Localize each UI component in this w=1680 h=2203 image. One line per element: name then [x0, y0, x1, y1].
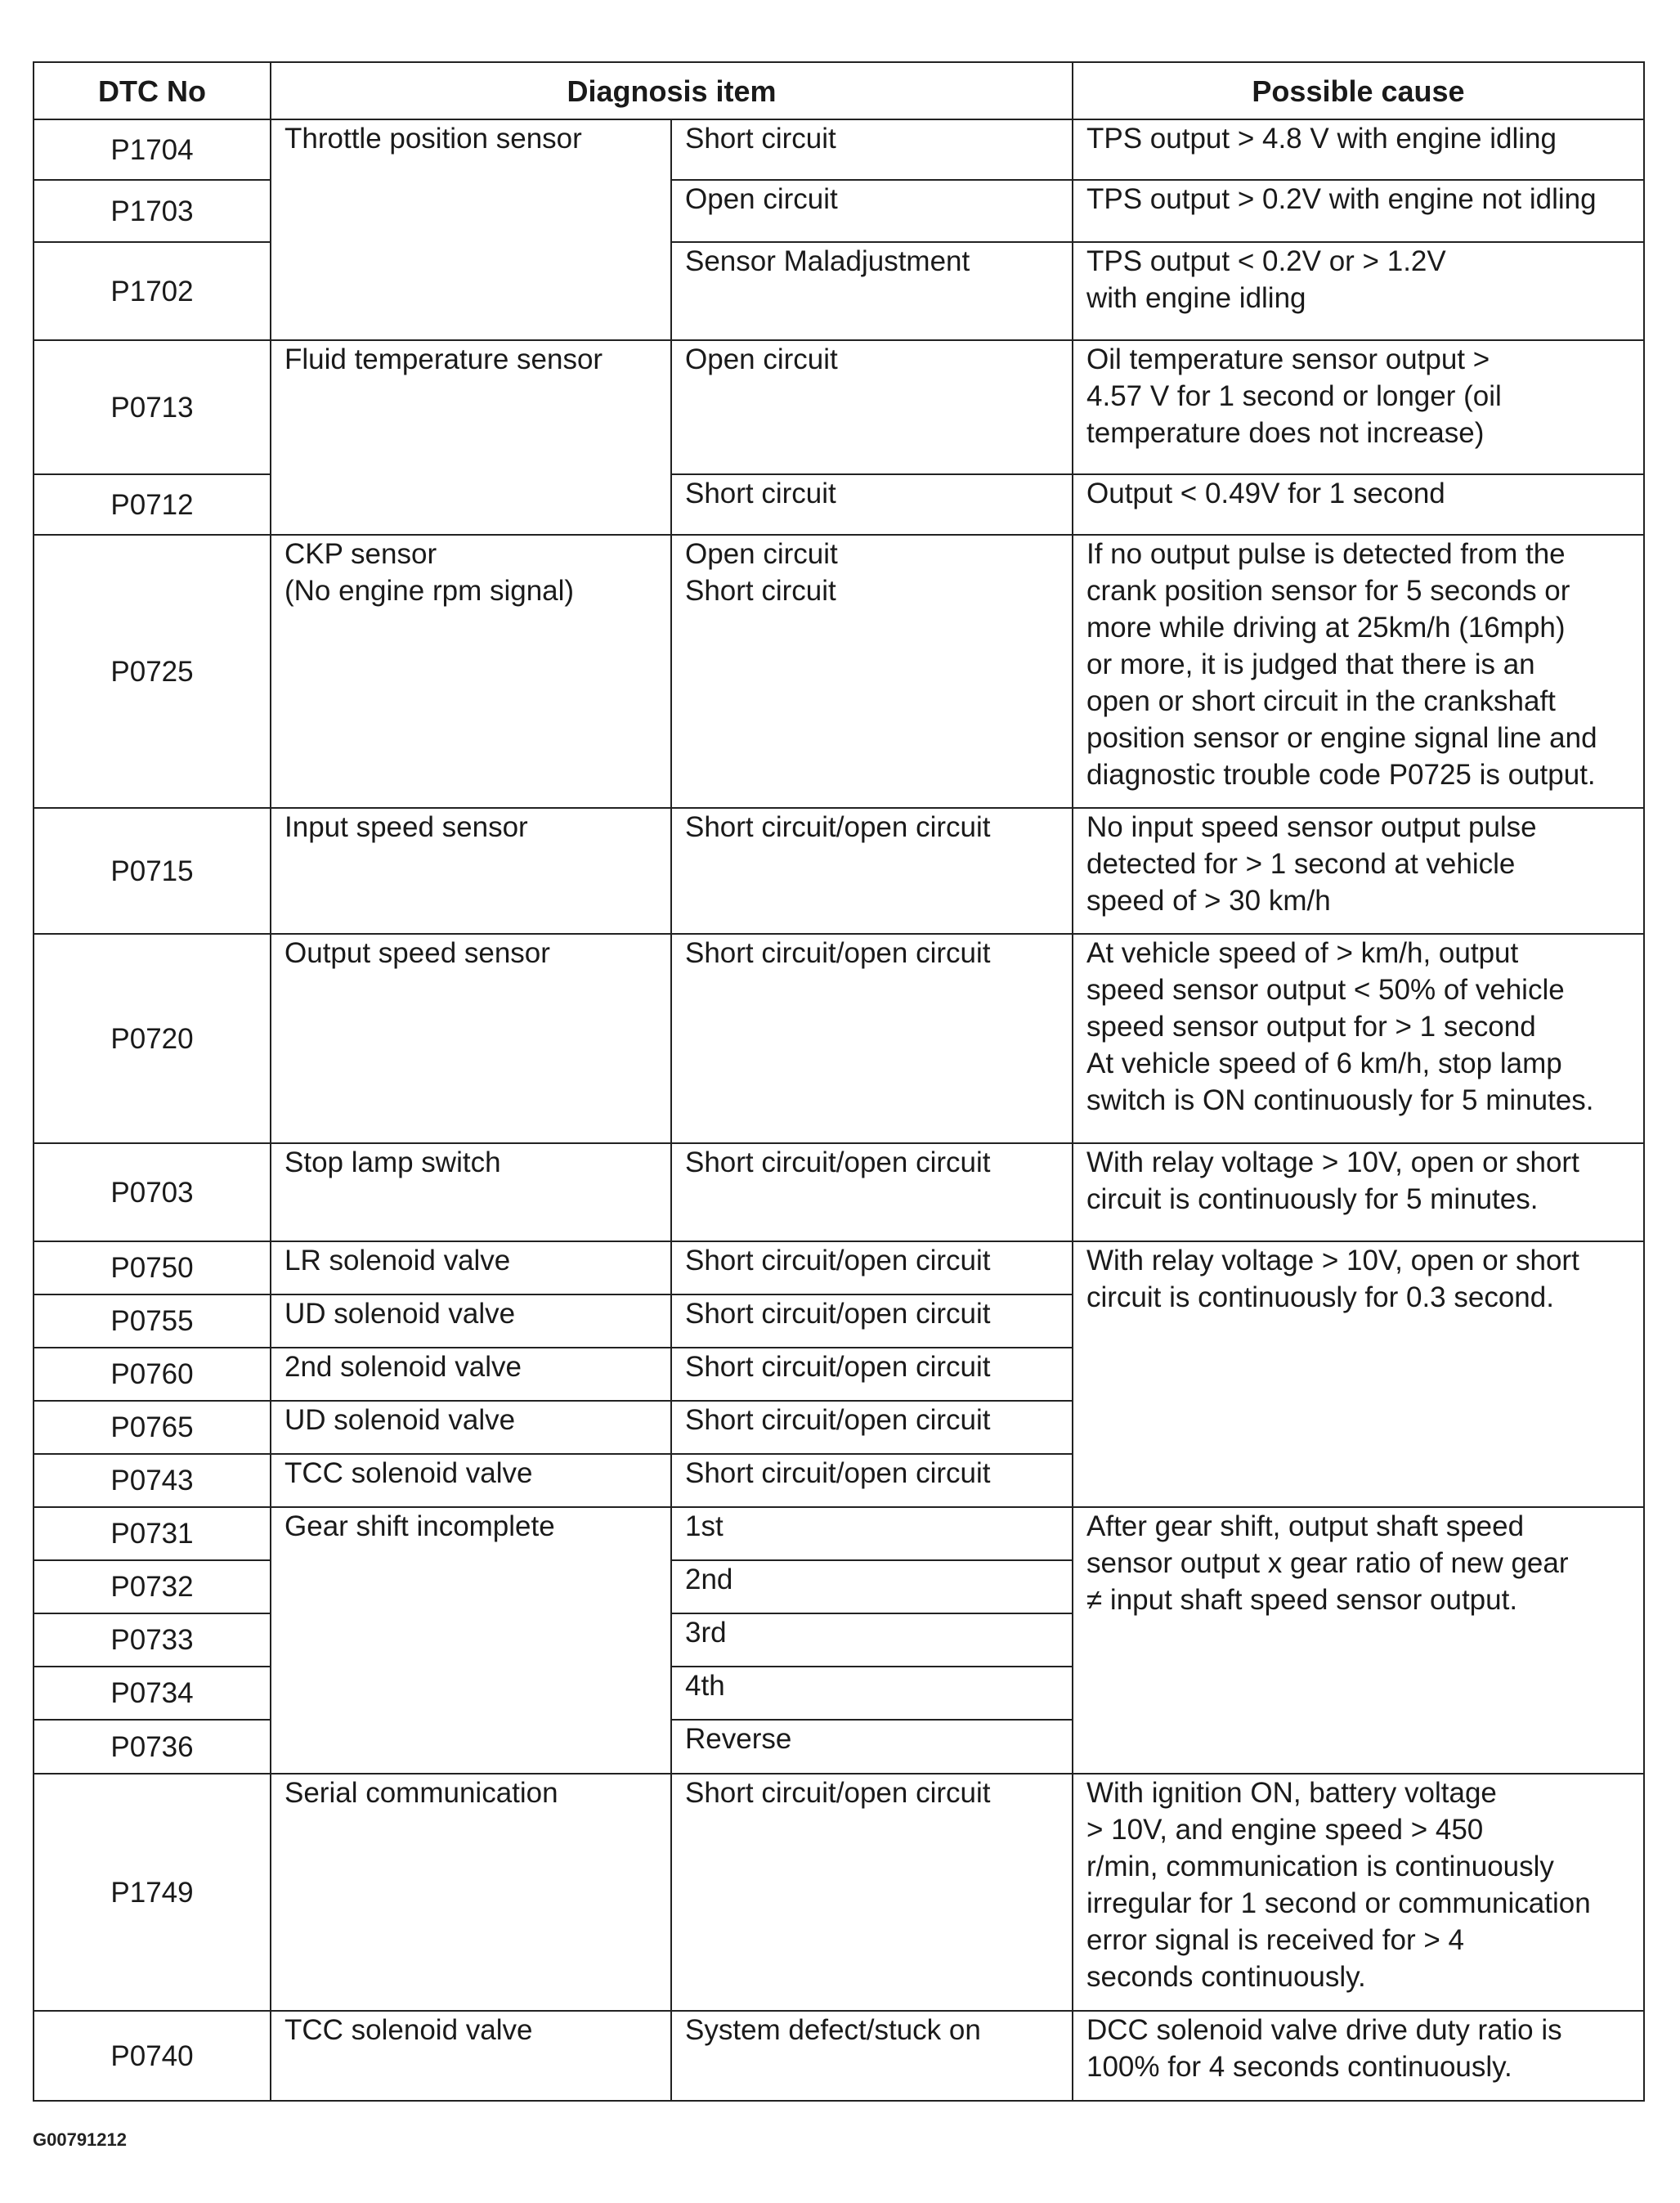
diagnosis-item: 2nd solenoid valve	[271, 1348, 671, 1401]
diagnosis-item: Stop lamp switch	[271, 1143, 671, 1241]
diagnosis-item: Serial communication	[271, 1774, 671, 2011]
diagnosis-item: Fluid temperature sensor	[271, 340, 671, 535]
diagnosis-item: UD solenoid valve	[271, 1401, 671, 1454]
table-row	[34, 1241, 1644, 1294]
possible-cause: Output < 0.49V for 1 second	[1073, 474, 1644, 535]
header-possible-cause: Possible cause	[1073, 62, 1644, 119]
diagnosis-item: Throttle position sensor	[271, 119, 671, 340]
dtc-code: P0731	[34, 1507, 271, 1560]
table-row	[34, 1143, 1644, 1241]
dtc-code: P0740	[34, 2011, 271, 2101]
possible-cause: No input speed sensor output pulse detected for > 1 second at vehicle speed of > 30 km/h	[1073, 808, 1644, 934]
dtc-code: P1703	[34, 180, 271, 242]
table-row	[34, 808, 1644, 934]
diagnosis-detail: Short circuit	[671, 474, 1073, 535]
possible-cause: TPS output > 4.8 V with engine idling	[1073, 119, 1644, 180]
diagnosis-item: Output speed sensor	[271, 934, 671, 1143]
diagnosis-detail: Short circuit/open circuit	[671, 1348, 1073, 1401]
possible-cause: TPS output < 0.2V or > 1.2V with engine idling	[1073, 242, 1644, 340]
possible-cause: With relay voltage > 10V, open or short circuit is continuously for 5 minutes.	[1073, 1143, 1644, 1241]
diagnosis-detail: Short circuit/open circuit	[671, 808, 1073, 934]
diagnosis-detail: Short circuit/open circuit	[671, 1294, 1073, 1348]
dtc-code: P0733	[34, 1613, 271, 1667]
dtc-code: P0720	[34, 934, 271, 1143]
dtc-code: P0755	[34, 1294, 271, 1348]
dtc-code: P0750	[34, 1241, 271, 1294]
diagnosis-detail: Short circuit/open circuit	[671, 1143, 1073, 1241]
dtc-code: P0736	[34, 1720, 271, 1774]
table-row	[34, 1774, 1644, 2011]
diagnosis-detail: Reverse	[671, 1720, 1073, 1774]
diagnosis-item: TCC solenoid valve	[271, 2011, 671, 2101]
diagnosis-detail: System defect/stuck on	[671, 2011, 1073, 2101]
diagnosis-detail: Sensor Maladjustment	[671, 242, 1073, 340]
diagnosis-detail: Short circuit/open circuit	[671, 934, 1073, 1143]
header-diagnosis-item: Diagnosis item	[271, 62, 1073, 119]
dtc-table	[33, 61, 1645, 2102]
possible-cause: If no output pulse is detected from the crank position sensor for 5 seconds or more while driving at 25km/h (16mph) or more, it is judged that there is an open or short circuit in the crankshaft position sensor or engine signal line and diagnostic trouble code P0725 is output.	[1073, 535, 1644, 808]
dtc-code: P1704	[34, 119, 271, 180]
diagnosis-detail: 4th	[671, 1667, 1073, 1720]
dtc-code: P0725	[34, 535, 271, 808]
diagnosis-detail: Open circuit	[671, 180, 1073, 242]
header-dtc: DTC No	[34, 62, 271, 119]
dtc-code: P1702	[34, 242, 271, 340]
dtc-code: P0760	[34, 1348, 271, 1401]
dtc-code: P0732	[34, 1560, 271, 1613]
diagnosis-item: TCC solenoid valve	[271, 1454, 671, 1507]
dtc-code: P0743	[34, 1454, 271, 1507]
header-row	[34, 62, 1644, 119]
dtc-code: P0715	[34, 808, 271, 934]
possible-cause: DCC solenoid valve drive duty ratio is 100% for 4 seconds continuously.	[1073, 2011, 1644, 2101]
dtc-code: P0712	[34, 474, 271, 535]
possible-cause: With relay voltage > 10V, open or short circuit is continuously for 0.3 second.	[1073, 1241, 1644, 1507]
figure-id: G00791212	[33, 2129, 127, 2150]
diagnosis-detail: 3rd	[671, 1613, 1073, 1667]
possible-cause: TPS output > 0.2V with engine not idling	[1073, 180, 1644, 242]
dtc-code: P0713	[34, 340, 271, 474]
dtc-code: P0703	[34, 1143, 271, 1241]
diagnosis-detail: Open circuit	[671, 340, 1073, 474]
diagnosis-detail: Short circuit	[671, 119, 1073, 180]
diagnosis-detail: Open circuit Short circuit	[671, 535, 1073, 808]
table-row	[34, 119, 1644, 180]
table-row	[34, 1507, 1644, 1560]
possible-cause: After gear shift, output shaft speed sensor output x gear ratio of new gear ≠ input shaft speed sensor output.	[1073, 1507, 1644, 1774]
diagnosis-item: LR solenoid valve	[271, 1241, 671, 1294]
diagnosis-detail: 1st	[671, 1507, 1073, 1560]
table-row	[34, 934, 1644, 1143]
possible-cause: With ignition ON, battery voltage > 10V, and engine speed > 450 r/min, communication is continuously irregular for 1 second or communication error signal is received for > 4 seconds continuously.	[1073, 1774, 1644, 2011]
diagnosis-detail: Short circuit/open circuit	[671, 1454, 1073, 1507]
possible-cause: At vehicle speed of > km/h, output speed sensor output < 50% of vehicle speed sensor output for > 1 second At vehicle speed of 6 km/h, stop lamp switch is ON continuously for 5 minutes.	[1073, 934, 1644, 1143]
table-row	[34, 535, 1644, 808]
diagnosis-detail: Short circuit/open circuit	[671, 1774, 1073, 2011]
dtc-code: P1749	[34, 1774, 271, 2011]
table-row	[34, 340, 1644, 474]
diagnosis-detail: 2nd	[671, 1560, 1073, 1613]
diagnosis-detail: Short circuit/open circuit	[671, 1401, 1073, 1454]
possible-cause: Oil temperature sensor output > 4.57 V for 1 second or longer (oil temperature does not increase)	[1073, 340, 1644, 474]
table-row	[34, 2011, 1644, 2101]
diagnosis-detail: Short circuit/open circuit	[671, 1241, 1073, 1294]
diagnosis-item: UD solenoid valve	[271, 1294, 671, 1348]
diagnosis-item: CKP sensor (No engine rpm signal)	[271, 535, 671, 808]
diagnosis-item: Input speed sensor	[271, 808, 671, 934]
dtc-code: P0734	[34, 1667, 271, 1720]
dtc-code: P0765	[34, 1401, 271, 1454]
diagnosis-item: Gear shift incomplete	[271, 1507, 671, 1774]
